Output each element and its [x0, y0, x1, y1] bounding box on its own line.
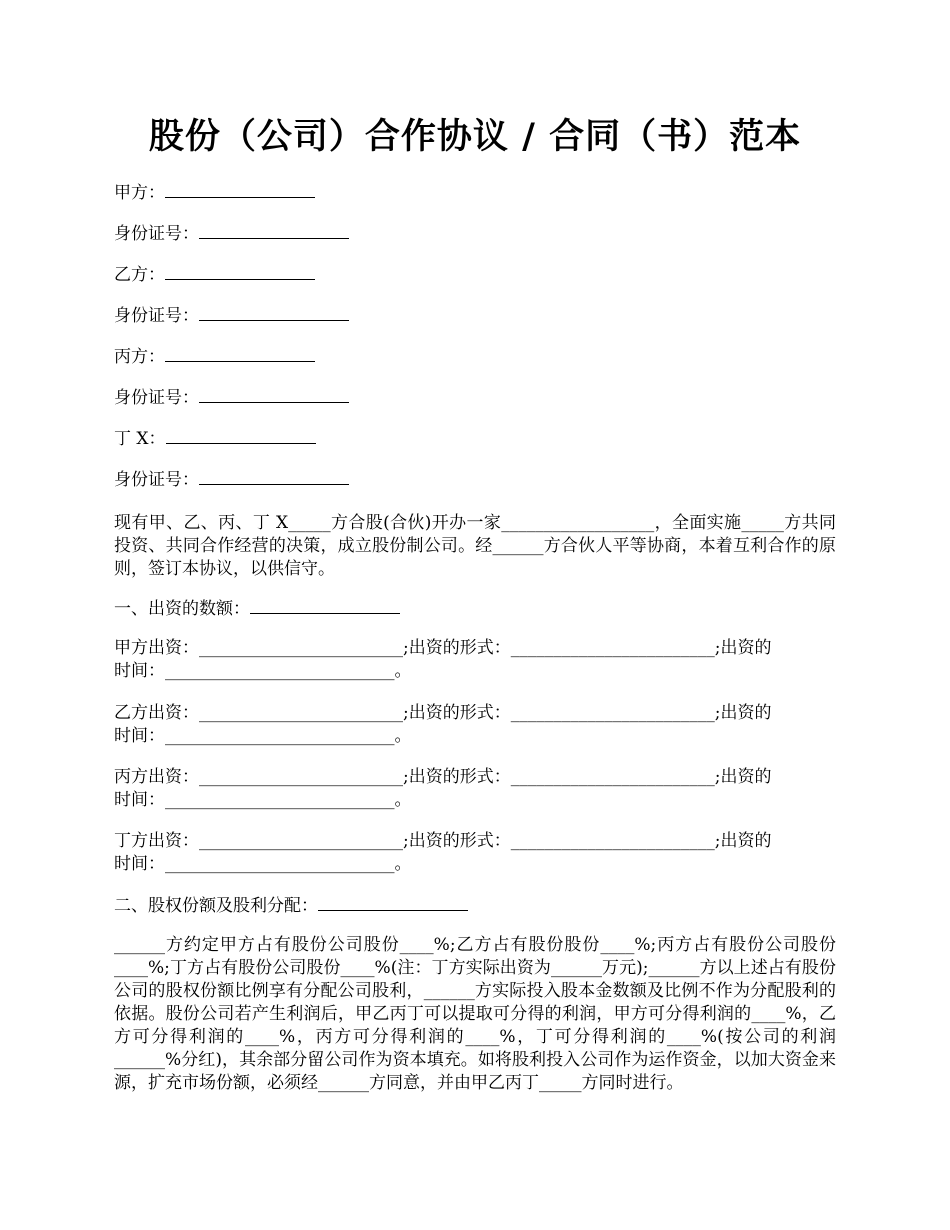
- contribution-b-line2: 时间：___________________________。: [114, 726, 412, 746]
- party-a-id-blank: [199, 222, 349, 239]
- contribution-b: [114, 702, 836, 748]
- contribution-a-line2: 时间：___________________________。: [114, 661, 412, 681]
- party-b-id-field: [114, 304, 349, 327]
- party-d-id-blank: [199, 468, 349, 485]
- party-d-blank: [166, 427, 316, 444]
- party-a-id-field: [114, 222, 349, 245]
- party-c-id-label: 身份证号：: [114, 388, 199, 408]
- contribution-a-line1: 甲方出资：________________________;出资的形式：________________________;出资的: [114, 638, 772, 658]
- party-c-id-field: [114, 386, 349, 409]
- contribution-b-line1: 乙方出资：________________________;出资的形式：________________________;出资的: [114, 703, 772, 723]
- party-a-label: 甲方：: [114, 183, 165, 203]
- contribution-a: [114, 637, 836, 683]
- party-d-field: [114, 427, 316, 450]
- contribution-d-line2: 时间：___________________________。: [114, 854, 412, 874]
- party-d-id-label: 身份证号：: [114, 470, 199, 490]
- party-c-id-blank: [199, 386, 349, 403]
- contribution-d-line1: 丁方出资：________________________;出资的形式：________________________;出资的: [114, 831, 772, 851]
- party-d-id-field: [114, 468, 349, 491]
- party-c-label: 丙方：: [114, 347, 165, 367]
- contribution-c: [114, 766, 836, 812]
- party-b-id-label: 身份证号：: [114, 306, 199, 326]
- section2-blank: [318, 894, 468, 911]
- intro-paragraph: 现有甲、乙、丙、丁 X_____方合股(合伙)开办一家__________________，全面实施_____方共同投资、共同合作经营的决策，成立股份制公司。经______方合伙人平等协商，本着互利合作的原则，签订本协议，以供信守。: [114, 513, 836, 579]
- document-title: 股份（公司）合作协议 / 合同（书）范本: [148, 116, 802, 157]
- section1-heading-line: [114, 597, 400, 620]
- party-d-label: 丁 X：: [114, 429, 166, 449]
- contribution-c-line1: 丙方出资：________________________;出资的形式：________________________;出资的: [114, 767, 772, 787]
- contribution-d: [114, 830, 836, 876]
- section1-heading: 一、出资的数额：: [114, 599, 250, 619]
- party-a-blank: [165, 181, 315, 198]
- section1-blank: [250, 597, 400, 614]
- party-c-field: [114, 345, 315, 368]
- party-c-blank: [165, 345, 315, 362]
- section2-paragraph: ______方约定甲方占有股份公司股份____%;乙方占有股份股份____%;丙方占有股份公司股份____%;丁方占有股份公司股份____%(注：丁方实际出资为______万元);______方以上述占有股份公司的股权份额比例享有分配公司股利，______方实际投入股本金数额及比例不作为分配股利的依据。股份公司若产生利润后，甲乙丙丁可以提取可分得的利润，甲方可分得利润的____%，乙方可分得利润的____%，丙方可分得利润的____%，丁可分得利润的____%(按公司的利润______%分红)，其余部分留公司作为资本填充。如将股利投入公司作为运作资金，以加大资金来源，扩充市场份额，必须经______方同意，并由甲乙丙丁_____方同时进行。: [114, 935, 836, 1093]
- party-b-label: 乙方：: [114, 265, 165, 285]
- party-a-field: [114, 181, 315, 204]
- contribution-c-line2: 时间：___________________________。: [114, 790, 412, 810]
- party-b-blank: [165, 263, 315, 280]
- party-b-id-blank: [199, 304, 349, 321]
- party-b-field: [114, 263, 315, 286]
- section2-heading: 二、股权份额及股利分配：: [114, 896, 318, 916]
- party-a-id-label: 身份证号：: [114, 224, 199, 244]
- section2-heading-line: [114, 894, 468, 917]
